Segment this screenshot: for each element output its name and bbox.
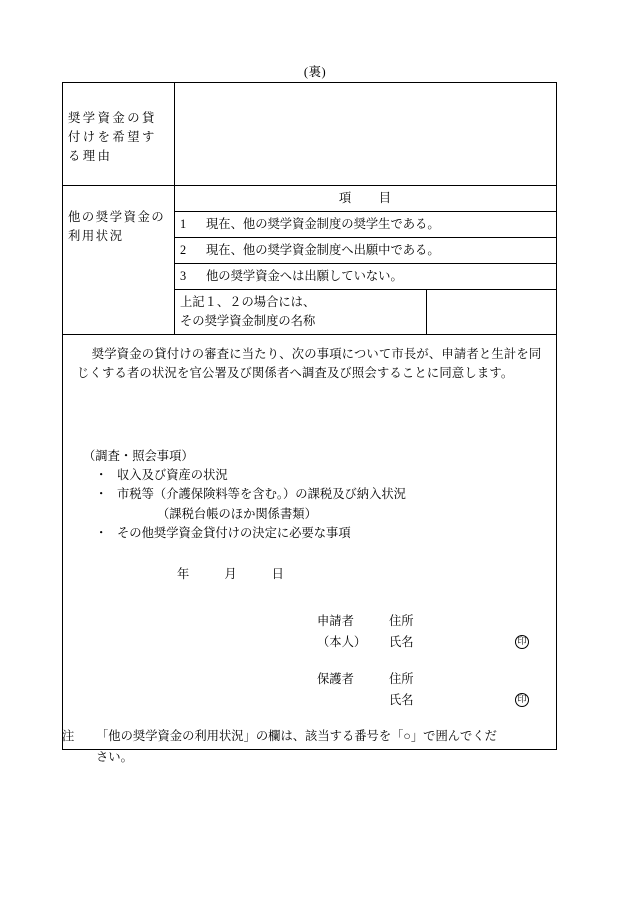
bullet-icon: ・ [95, 487, 108, 502]
signature-block [317, 612, 542, 712]
consent-list-title: （調査・照会事項） [83, 449, 194, 464]
date-day-label: 日 [271, 566, 285, 581]
date-year-label: 年 [177, 566, 191, 581]
usage-option-2-number: 2 [180, 243, 187, 258]
usage-option-1-text: 現在、他の奨学資金制度の奨学生である。 [206, 217, 440, 232]
page-mark: (裏) [303, 65, 327, 79]
application-form-table [62, 82, 557, 750]
usage-option-2[interactable] [175, 238, 557, 264]
signature-row-applicant-address[interactable] [317, 612, 542, 633]
table-row-consent [63, 335, 557, 750]
usage-option-1-number: 1 [180, 217, 187, 232]
seal-icon: 印 [515, 693, 529, 707]
list-item [95, 524, 542, 543]
usage-name-label [175, 290, 427, 335]
signature-field-address: 住所 [389, 671, 414, 686]
signature-who-self: （本人） [317, 634, 367, 649]
usage-name-input[interactable] [427, 290, 557, 335]
footnote [62, 726, 562, 768]
usage-name-label-line1: 上記１、２の場合には、 [180, 295, 316, 310]
usage-label: 他の奨学資金の利用状況 [63, 186, 175, 335]
usage-option-3-text: 他の奨学資金へは出願していない。 [206, 269, 403, 284]
list-item [95, 466, 542, 485]
consent-spacer-upper [77, 383, 542, 447]
consent-list-sub-note: （課税台帳のほか関係書類） [157, 506, 317, 521]
signature-gap [317, 654, 542, 670]
signature-row-guardian-address[interactable] [317, 670, 542, 691]
table-row-usage-header [63, 186, 557, 212]
date-month-label: 月 [224, 566, 238, 581]
consent-list-item-1: 収入及び資産の状況 [117, 468, 228, 483]
list-item [95, 485, 542, 504]
signature-row-applicant-name[interactable] [317, 633, 542, 654]
usage-option-1[interactable] [175, 212, 557, 238]
usage-option-2-text: 現在、他の奨学資金制度へ出願中である。 [206, 243, 440, 258]
consent-list-item-3: その他奨学資金貸付けの決定に必要な事項 [117, 525, 351, 540]
table-row-reason [63, 83, 557, 186]
list-item-sub-note [95, 505, 542, 524]
reason-input-area[interactable] [175, 83, 557, 186]
footnote-lead: 注 [62, 729, 75, 743]
consent-cell [63, 335, 557, 750]
usage-option-3-number: 3 [180, 269, 187, 284]
date-line[interactable] [177, 565, 542, 584]
consent-intro: 奨学資金の貸付けの審査に当たり、次の事項について市長が、申請者と生計を同じくする者の状況を官公署及び関係者へ調査及び照会することに同意します。 [77, 347, 542, 381]
signature-row-guardian-name[interactable] [317, 691, 542, 712]
usage-option-3[interactable] [175, 264, 557, 290]
reason-label: 奨学資金の貸付けを希望する理由 [63, 83, 175, 186]
consent-list [77, 466, 542, 542]
signature-who-guardian: 保護者 [317, 671, 354, 686]
footnote-line1: 「他の奨学資金の利用状況」の欄は、該当する番号を「○」で囲んでくだ [96, 729, 497, 743]
signature-who-applicant: 申請者 [317, 613, 354, 628]
bullet-icon: ・ [95, 468, 108, 483]
signature-field-name: 氏名 [389, 692, 414, 707]
signature-field-name: 氏名 [389, 634, 414, 649]
seal-icon: 印 [515, 635, 529, 649]
usage-column-header: 項 目 [175, 186, 557, 212]
footnote-line2: さい。 [96, 749, 133, 764]
bullet-icon: ・ [95, 525, 108, 540]
signature-field-address: 住所 [389, 613, 414, 628]
usage-name-label-line2: その奨学資金制度の名称 [180, 314, 316, 329]
consent-list-item-2: 市税等（介護保険料等を含む。）の課税及び納入状況 [117, 487, 406, 502]
